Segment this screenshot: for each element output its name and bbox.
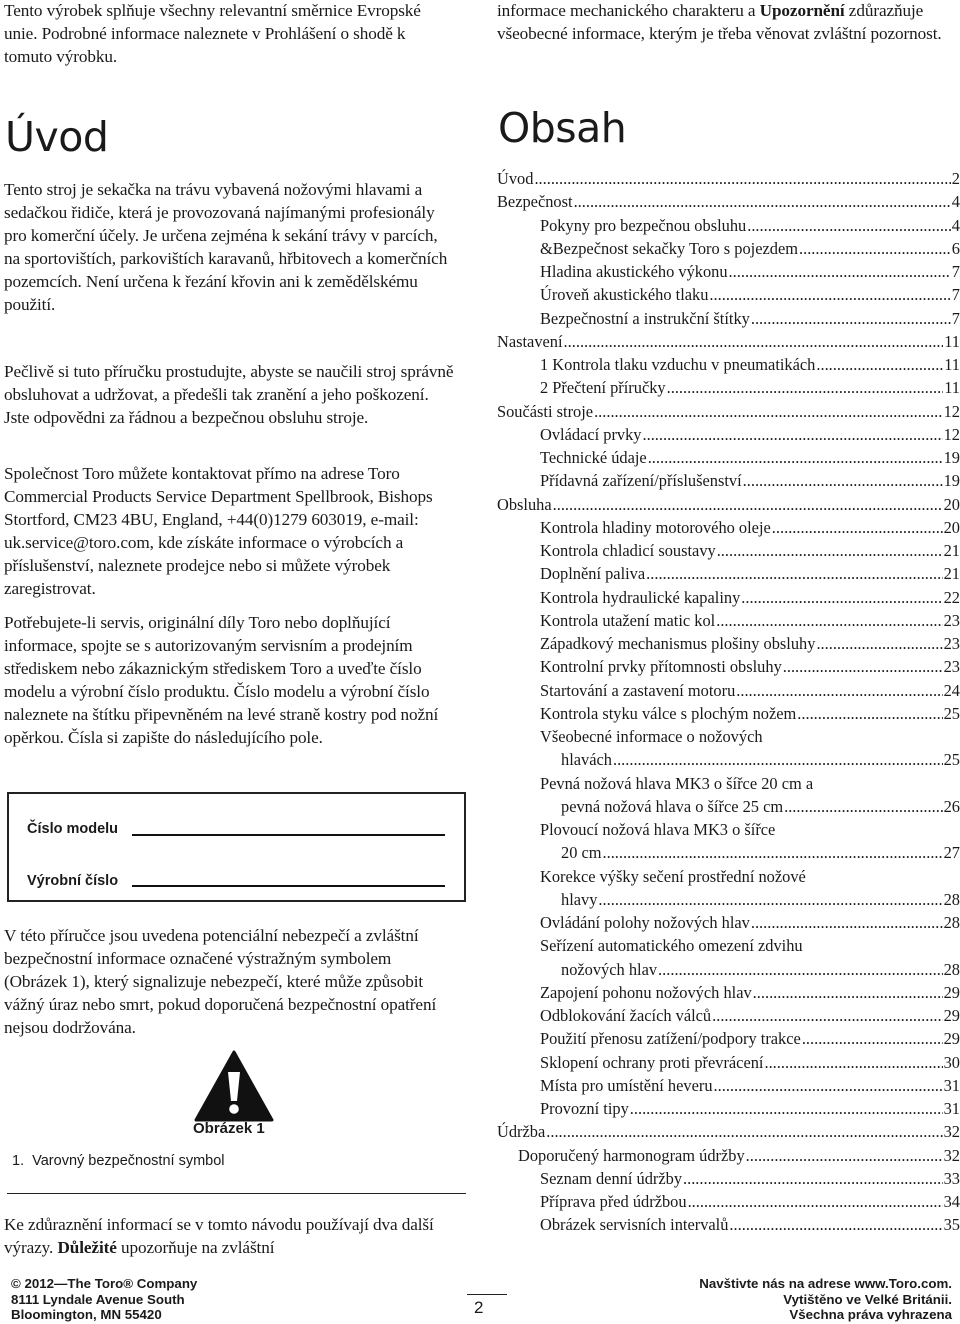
toc-entry[interactable]: [540, 517, 960, 539]
toc-page-number: 21: [943, 541, 960, 560]
toc-entry-label: Technické údaje: [540, 448, 647, 467]
notice-term: Upozornění: [759, 1, 845, 20]
toc-entry[interactable]: [540, 215, 960, 237]
toc-entry[interactable]: [540, 703, 960, 725]
toc-leader-dots: [553, 494, 943, 516]
toc-entry-label: nožových hlav: [561, 959, 658, 979]
toc-entry-label: Kontrola utažení matic kol: [540, 610, 716, 630]
toc-entry-label: Doporučený harmonogram údržby: [518, 1145, 745, 1165]
toc-leader-dots: [594, 401, 943, 423]
toc-entry[interactable]: [540, 238, 960, 260]
toc-page-number: 11: [944, 378, 960, 398]
toc-page-number: 19: [943, 471, 960, 491]
toc-entry[interactable]: [540, 912, 960, 934]
toc-entry-label[interactable]: Pevná nožová hlava MK3 o šířce 20 cm a: [540, 773, 814, 793]
toc-entry-label: Kontrola hydraulické kapaliny: [540, 587, 741, 607]
warning-figure: [0, 1045, 470, 1185]
toc-page-number: 29: [943, 1029, 960, 1049]
toc-entry-label: Obrázek servisních intervalů: [540, 1215, 729, 1235]
toc-leader-dots: [648, 447, 943, 469]
rights-reserved: Všechna práva vyhrazena: [789, 1307, 952, 1323]
toc-leader-dots: [667, 377, 944, 399]
toc-entry[interactable]: [540, 1028, 960, 1050]
model-number-line[interactable]: [132, 834, 445, 836]
toc-leader-dots: [816, 633, 942, 655]
toc-leader-dots: [574, 191, 951, 213]
toc-entry-label: Zapojení pohonu nožových hlav: [540, 982, 752, 1002]
toc-leader-dots: [783, 656, 943, 678]
toc-entry-label[interactable]: Seřízení automatického omezení zdvihu: [540, 936, 803, 956]
toc-page-number: 19: [943, 448, 960, 467]
emphasis-text-b: upozorňuje na zvláštní: [116, 1237, 275, 1257]
footer-right: [699, 1276, 952, 1323]
toc-leader-dots: [598, 889, 942, 911]
toc-leader-dots: [751, 308, 951, 330]
toc-entry[interactable]: [497, 191, 960, 213]
toc-entry[interactable]: [540, 656, 960, 678]
toc-entry-label: Bezpečnost: [497, 192, 573, 212]
service-paragraph: Potřebujete-li servis, originální díly Toro nebo doplňující informace, spojte se s autorizovaným servisním a prodejním střediskem nebo zákaznickým střediskem Toro a uveďte číslo modelu a výrobní číslo produktu. Číslo modelu a výrobní číslo naleznete na štítku připevněném na levé straně kostry pod nožní opěrkou. Čísla si zapište do následujícího pole.: [4, 613, 439, 747]
toc-entry[interactable]: [540, 982, 960, 1004]
toc-entry-label: Bezpečnostní a instrukční štítky: [540, 308, 750, 328]
toc-entry-label: Ovládací prvky: [540, 424, 642, 444]
toc-leader-dots: [741, 587, 942, 609]
toc-leader-dots: [729, 261, 951, 283]
serial-number-line[interactable]: [132, 885, 445, 887]
emphasis-paragraph: [4, 1214, 456, 1260]
toc-page-number: 21: [943, 564, 960, 584]
toc-page-number: 4: [951, 192, 960, 212]
toc-entry[interactable]: [497, 1121, 960, 1143]
toc-page-number: 23: [943, 634, 960, 653]
toc-page-number: 11: [944, 355, 960, 374]
toc-entry-label: Přídavná zařízení/příslušenství: [540, 471, 742, 491]
toc-entry[interactable]: [540, 563, 960, 585]
toc-page-number: 22: [943, 587, 960, 607]
notice-text-a: informace mechanického charakteru a: [497, 1, 760, 20]
toc-entry[interactable]: [497, 494, 960, 516]
toc-entry-label: Sklopení ochrany proti převrácení: [540, 1052, 764, 1072]
toc-entry[interactable]: [540, 1098, 960, 1120]
toc-entry-label: &Bezpečnost sekačky Toro s pojezdem: [540, 238, 798, 258]
toc-entry-label: Provozní tipy: [540, 1099, 629, 1118]
toc-entry-label: Součásti stroje: [497, 401, 594, 421]
toc-entry[interactable]: [540, 424, 960, 446]
toc-leader-dots: [736, 680, 942, 702]
toc-entry-label: hlavách: [561, 750, 612, 770]
toc-page-number: 29: [943, 982, 960, 1002]
toc-page-number: 11: [944, 331, 960, 351]
website-note[interactable]: Navštivte nás na adrese www.Toro.com.: [699, 1276, 952, 1291]
toc-page-number: 23: [943, 610, 960, 630]
toc-page-number: 23: [943, 657, 960, 677]
toc-leader-dots: [643, 424, 943, 446]
toc-leader-dots: [746, 1145, 943, 1167]
toc-leader-dots: [797, 703, 942, 725]
toc-entry[interactable]: [540, 680, 960, 702]
toc-page-number: 7: [951, 285, 960, 305]
toc-entry-label: Příprava před údržbou: [540, 1192, 687, 1211]
toc-entry-label: Doplnění paliva: [540, 564, 646, 584]
figure-caption: 1. Varovný bezpečnostní symbol: [12, 1153, 225, 1169]
toc-entry[interactable]: [540, 1075, 960, 1097]
toc-leader-dots: [717, 540, 943, 562]
printed-in: Vytištěno ve Velké Británii.: [783, 1291, 952, 1307]
copyright: © 2012—The Toro® Company: [11, 1276, 198, 1291]
toc-entry[interactable]: [561, 842, 960, 864]
toc-page-number: 25: [943, 703, 960, 723]
toc-leader-dots: [714, 1075, 943, 1097]
toc-leader-dots: [534, 168, 950, 190]
toc-entry-label: 20 cm: [561, 843, 602, 863]
figure-divider: [7, 1193, 466, 1194]
toc-leader-dots: [751, 912, 943, 934]
toc-page-number: 29: [943, 1006, 960, 1025]
toc-page-number: 34: [943, 1192, 960, 1211]
toc-leader-dots: [709, 284, 950, 306]
notice-text-b: zdůrazňuje všeobecné informace, kterým je třeba věnovat zvláštní pozornost.: [497, 1, 942, 43]
toc-entry-label: Ovládání polohy nožových hlav: [540, 913, 750, 932]
toc-entry-label: pevná nožová hlava o šířce 25 cm: [561, 796, 784, 816]
toc-entry-label: 2 Přečtení příručky: [540, 378, 666, 398]
toc-entry-label: Pokyny pro bezpečnou obsluhu: [540, 215, 747, 235]
toc-page-number: 31: [943, 1099, 960, 1118]
toc-entry[interactable]: [518, 1145, 960, 1167]
toc-page-number: 35: [943, 1215, 960, 1235]
toc-leader-dots: [716, 610, 942, 632]
page-number-rule: [467, 1294, 507, 1295]
toc-entry[interactable]: [540, 354, 960, 376]
toc-entry[interactable]: [561, 796, 960, 818]
toc-entry[interactable]: [540, 1191, 960, 1213]
toc-entry-label: hlavy: [561, 889, 598, 909]
toc-entry[interactable]: [540, 284, 960, 306]
toc-entry-label: Kontrolní prvky přítomnosti obsluhy: [540, 657, 782, 677]
toc-page-number: 28: [943, 913, 960, 932]
toc-page-number: 33: [943, 1168, 960, 1188]
toc-page-number: 30: [943, 1052, 960, 1072]
toc-leader-dots: [772, 517, 943, 539]
toc-page-number: 28: [943, 889, 960, 909]
address-street: 8111 Lyndale Avenue South: [11, 1291, 185, 1307]
toc-entry-label: Odblokování žacích válců: [540, 1006, 712, 1025]
toc-leader-dots: [799, 238, 951, 260]
toc-entry[interactable]: [497, 168, 960, 190]
toc-entry-label[interactable]: Korekce výšky sečení prostřední nožové: [540, 866, 806, 886]
toc-leader-dots: [658, 959, 943, 981]
toc-entry-label: Úroveň akustického tlaku: [540, 285, 709, 305]
toc-entry[interactable]: [561, 889, 960, 911]
toc-entry-label: Kontrola chladicí soustavy: [540, 541, 716, 560]
toc-leader-dots: [683, 1168, 943, 1190]
toc-entry[interactable]: [540, 610, 960, 632]
toc-leader-dots: [630, 1098, 943, 1120]
toc-entry[interactable]: [540, 470, 960, 492]
toc-page-number: 28: [943, 959, 960, 979]
toc-entry-label: Kontrola styku válce s plochým nožem: [540, 703, 797, 723]
notice-text: [497, 0, 945, 46]
toc-entry[interactable]: [561, 959, 960, 981]
toc-entry[interactable]: [540, 261, 960, 283]
toc-leader-dots: [784, 796, 943, 818]
model-number-label: Číslo modelu: [27, 821, 119, 837]
toc-entry-label: Nastavení: [497, 331, 563, 351]
intro-heading: Úvod: [5, 113, 109, 161]
toc-entry-label: Použití přenosu zatížení/podpory trakce: [540, 1029, 801, 1049]
toc-leader-dots: [564, 331, 944, 353]
toc-entry-label: Údržba: [497, 1122, 546, 1142]
toc-entry[interactable]: [540, 587, 960, 609]
toc-entry[interactable]: [540, 1168, 960, 1190]
warning-triangle-icon: [194, 1050, 274, 1122]
toc-page-number: 27: [943, 843, 960, 863]
toc-leader-dots: [764, 1052, 942, 1074]
toc-page-number: 20: [943, 517, 960, 537]
toc-entry[interactable]: [540, 377, 960, 399]
model-serial-box: [7, 792, 466, 902]
toc-entry-label: Místa pro umístění heveru: [540, 1075, 713, 1095]
address-city: Bloomington, MN 55420: [11, 1307, 162, 1323]
toc-entry[interactable]: [561, 749, 960, 771]
toc-leader-dots: [753, 982, 943, 1004]
toc-entry-label: Hladina akustického výkonu: [540, 262, 728, 281]
toc-entry[interactable]: [540, 1052, 960, 1074]
toc-page-number: 32: [943, 1145, 960, 1165]
page-number: 2: [474, 1298, 484, 1317]
toc-page-number: 2: [951, 169, 960, 188]
toc-page-number: 20: [943, 494, 960, 514]
emphasis-text-a: Ke zdůraznění informací se v tomto návodu používají dva další výrazy.: [4, 1215, 434, 1257]
toc-page-number: 32: [943, 1122, 960, 1142]
toc-entry-label: Úvod: [497, 169, 534, 188]
toc-page-number: 24: [943, 680, 960, 700]
toc-entry[interactable]: [540, 447, 960, 469]
toc-leader-dots: [802, 1028, 943, 1050]
toc-entry[interactable]: [540, 308, 960, 330]
toc-entry-label: Obsluha: [497, 494, 552, 514]
toc-leader-dots: [729, 1214, 942, 1236]
toc-leader-dots: [712, 1005, 942, 1027]
toc-page-number: 12: [943, 401, 960, 421]
important-term: Důležité: [57, 1237, 117, 1257]
toc-leader-dots: [546, 1121, 942, 1143]
toc-page-number: 7: [951, 262, 960, 281]
intro-paragraph-1: Tento stroj je sekačka na trávu vybavená nožovými hlavami a sedačkou řidiče, která je provozovaná najímanými profesionály pro komerční účely. Je určena zejména k sekání trávy v parcích, na sportovištích, parkovištích karavanů, hřbitovech a komerčních pozemcích. Není určena k řezání křovin ani k zemědělskému použití.: [4, 180, 448, 314]
toc-leader-dots: [646, 563, 942, 585]
toc-entry[interactable]: [540, 633, 960, 655]
toc-page-number: 7: [951, 308, 960, 328]
toc-entry-label[interactable]: Plovoucí nožová hlava MK3 o šířce: [540, 820, 776, 839]
toc-page-number: 12: [943, 424, 960, 444]
toc-entry[interactable]: [497, 401, 960, 423]
toc-entry-label: 1 Kontrola tlaku vzduchu v pneumatikách: [540, 355, 816, 374]
serial-number-label: Výrobní číslo: [27, 873, 119, 889]
toc-entry-label[interactable]: Všeobecné informace o nožových: [540, 727, 763, 746]
toc-entry[interactable]: [540, 1005, 960, 1027]
eu-compliance-text: Tento výrobek splňuje všechny relevantní směrnice Evropské unie. Podrobné informace naleznete v Prohlášení o shodě k tomuto výrobku.: [4, 1, 421, 66]
toc-entry-label: Startování a zastavení motoru: [540, 680, 736, 700]
toc-page-number: 4: [951, 215, 960, 235]
toc-entry[interactable]: [540, 1214, 960, 1236]
contact-paragraph: Společnost Toro můžete kontaktovat přímo na adrese Toro Commercial Products Service Department Spellbrook, Bishops Stortford, CM23 4BU, England, +44(0)1279 603019, e-mail: uk.service@toro.com, kde získáte informace o výrobcích a příslušenství, naleznete prodejce nebo si můžete výrobek zaregistrovat.: [4, 464, 433, 598]
toc-leader-dots: [603, 842, 943, 864]
toc-entry-label: Západkový mechanismus plošiny obsluhy: [540, 634, 816, 653]
figure-label: Obrázek 1: [193, 1120, 265, 1137]
toc-entry[interactable]: [497, 331, 960, 353]
toc-leader-dots: [688, 1191, 943, 1213]
toc-leader-dots: [613, 749, 943, 771]
toc-leader-dots: [747, 215, 951, 237]
toc-entry-label: Seznam denní údržby: [540, 1168, 683, 1188]
toc-leader-dots: [816, 354, 943, 376]
hazard-paragraph: V této příručce jsou uvedena potenciální nebezpečí a zvláštní bezpečnostní informace označené výstražným symbolem (Obrázek 1), který signalizuje nebezpečí, které může způsobit vážný úraz nebo smrt, pokud doporučená bezpečnostní opatření nejsou dodržována.: [4, 926, 437, 1037]
toc-page-number: 25: [943, 750, 960, 770]
toc-entry[interactable]: [540, 540, 960, 562]
toc-page-number: 26: [943, 796, 960, 816]
footer-left: [11, 1276, 197, 1323]
toc-page-number: 31: [943, 1075, 960, 1095]
toc-entry-label: Kontrola hladiny motorového oleje: [540, 517, 771, 537]
toc-page-number: 6: [951, 238, 960, 258]
contents-heading: Obsah: [498, 104, 627, 152]
toc-leader-dots: [743, 470, 943, 492]
intro-paragraph-2: Pečlivě si tuto příručku prostudujte, abyste se naučili stroj správně obsluhovat a udržovat, a předešli tak zranění a jeho poškození. Jste odpovědni za řádnou a bezpečnou obsluhu stroje.: [4, 362, 454, 427]
